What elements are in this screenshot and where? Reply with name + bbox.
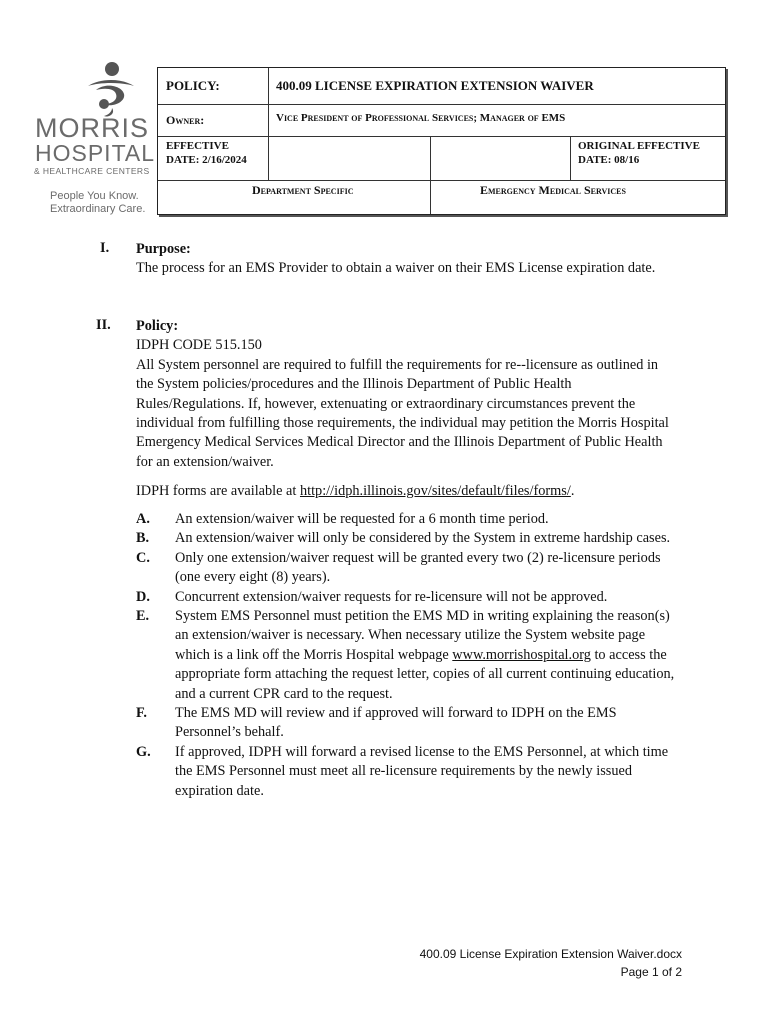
original-label: ORIGINAL EFFECTIVE — [578, 140, 700, 152]
forms-prefix: IDPH forms are available at — [136, 483, 300, 500]
effective-date — [166, 139, 247, 167]
original-date-value: DATE: 08/16 — [578, 154, 640, 166]
tagline-line1: People You Know. — [50, 190, 139, 202]
list-item — [136, 743, 696, 801]
original-effective-date — [578, 139, 700, 167]
item-letter: D. — [136, 588, 150, 605]
owner-value: Vice President of Professional Services; Manager of EMS — [276, 112, 566, 124]
footer-filename: 400.09 License Expiration Extension Waiver.docx — [419, 947, 682, 961]
item-letter: F. — [136, 705, 147, 722]
morris-hospital-link[interactable]: www.morrishospital.org — [452, 646, 591, 663]
table-divider — [158, 136, 725, 137]
item-text — [175, 607, 675, 704]
idph-forms-link[interactable]: http://idph.illinois.gov/sites/default/files/forms/ — [299, 483, 571, 500]
policy-section — [136, 317, 676, 502]
list-item — [136, 510, 696, 529]
table-divider — [268, 68, 269, 137]
purpose-section — [136, 240, 676, 279]
section-numeral: II. — [96, 317, 111, 333]
list-item — [136, 549, 696, 588]
owner-label: Owner: — [166, 113, 205, 127]
list-item — [136, 607, 696, 704]
list-item — [136, 529, 696, 548]
item-text: An extension/waiver will be requested for a 6 month time period. — [175, 511, 549, 527]
purpose-heading: Purpose: — [136, 241, 191, 257]
forms-suffix: . — [570, 483, 575, 500]
logo-name-line1: MORRIS — [35, 113, 149, 143]
purpose-text: The process for an EMS Provider to obtain a waiver on their EMS License expiration date. — [136, 260, 656, 277]
item-letter: G. — [136, 743, 151, 760]
policy-heading: Policy: — [136, 318, 179, 334]
table-divider — [158, 104, 725, 105]
policy-code: IDPH CODE 515.150 — [136, 337, 262, 354]
item-text: The EMS MD will review and if approved will forward to IDPH on the EMS Personnel’s behalf. — [175, 705, 617, 741]
item-letter: B. — [136, 530, 150, 547]
department-value: Emergency Medical Services — [480, 183, 626, 197]
table-divider — [570, 136, 571, 180]
item-text: If approved, IDPH will forward a revised license to the EMS Personnel, at which time the EMS Personnel must meet all re-licensure requirements by the newly issued expiration date. — [175, 743, 669, 799]
item-text-before: System EMS Personnel must petition the EMS MD in writing explaining the reason(s) an extension/waiver is necessary. When necessary utilize the System website page which is a link off the Morris Hospital webpage — [175, 608, 670, 663]
logo-subtitle: & HEALTHCARE CENTERS — [34, 166, 150, 176]
department-label: Department Specific — [252, 183, 354, 197]
item-text: Only one extension/waiver request will be granted every two (2) re-licensure periods (one every eight (8) years). — [175, 549, 661, 586]
item-letter: C. — [136, 549, 150, 566]
footer-page-number: Page 1 of 2 — [620, 965, 682, 979]
policy-text: All System personnel are required to fulfill the requirements for re--licensure as outlined in the System policies/procedures and the Illinois Department of Public Health Rules/Regulations. If, however, extenuating or extraordinary circumstances prevent the individual from fulfilling those requirements, the individual may petition the Morris Hospital Emergency Medical Services Medical Director and the Illinois Department of Public Health for an extension/waiver. — [136, 356, 669, 470]
policy-label: POLICY: — [166, 78, 220, 93]
tagline-line2: Extraordinary Care. — [50, 203, 146, 215]
hospital-figure-icon — [82, 60, 140, 118]
effective-date-value: DATE: 2/16/2024 — [166, 154, 247, 166]
table-divider — [268, 136, 269, 180]
item-letter: E. — [136, 608, 150, 625]
item-text-after: to access the appropriate form attaching the request letter, copies of all current continuing education, and a current CPR card to the request. — [175, 646, 675, 702]
table-divider — [158, 180, 725, 181]
item-letter: A. — [136, 511, 150, 527]
effective-label: EFFECTIVE — [166, 140, 229, 152]
list-item — [136, 704, 696, 743]
forms-line — [136, 482, 676, 501]
policy-header-table — [157, 67, 726, 215]
policy-title: 400.09 LICENSE EXPIRATION EXTENSION WAIVER — [276, 78, 594, 93]
section-numeral: I. — [100, 240, 110, 256]
item-text: Concurrent extension/waiver requests for re-licensure will not be approved. — [175, 588, 608, 605]
logo-tagline — [50, 190, 145, 216]
requirements-list — [136, 510, 696, 801]
logo-name-line2: HOSPITAL — [35, 140, 156, 166]
item-text: An extension/waiver will only be considered by the System in extreme hardship cases. — [175, 530, 671, 547]
list-item — [136, 588, 696, 607]
page-footer — [420, 945, 682, 981]
table-divider — [430, 136, 431, 214]
